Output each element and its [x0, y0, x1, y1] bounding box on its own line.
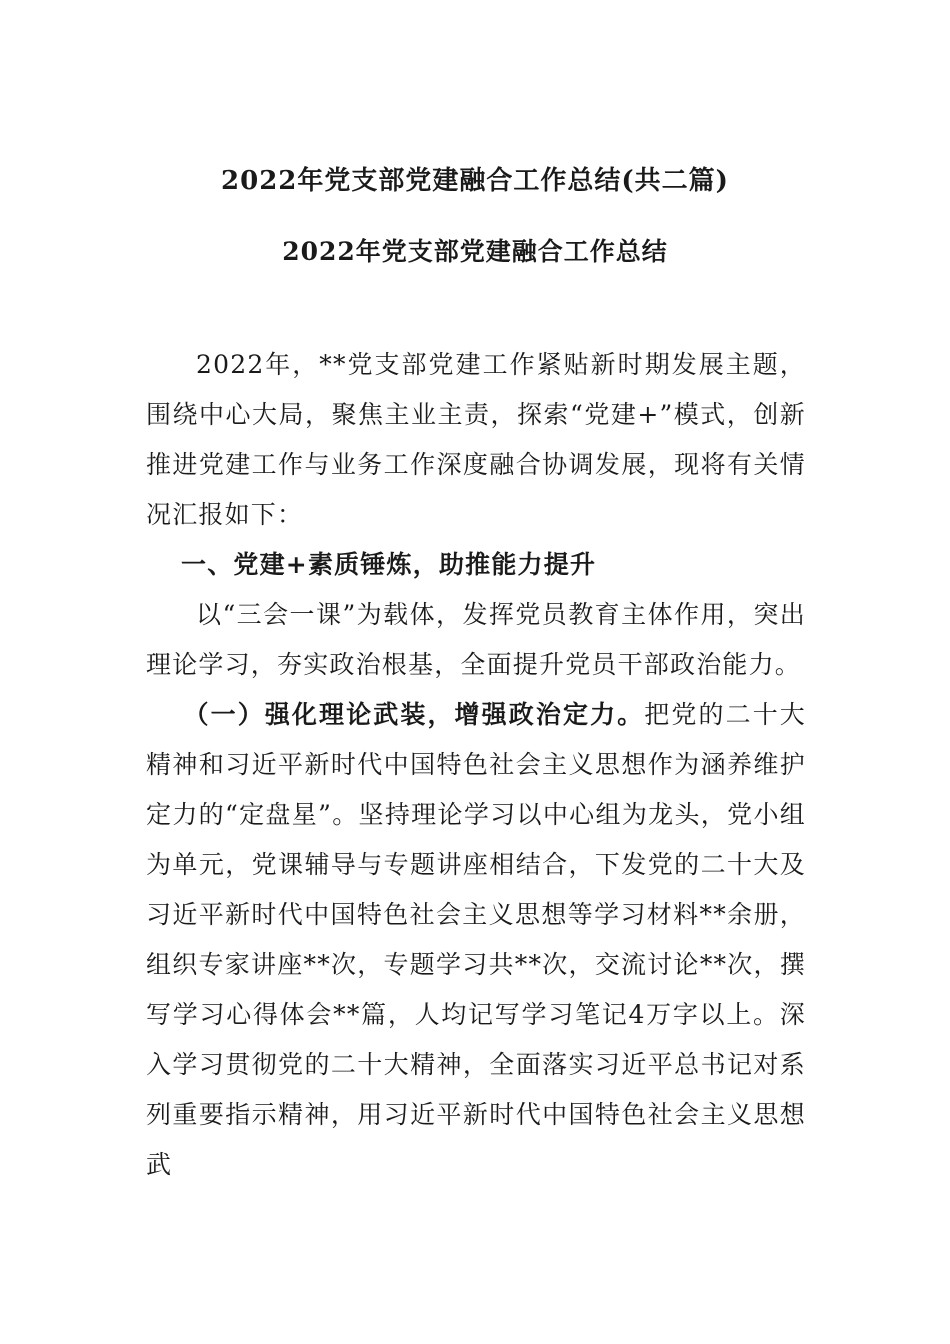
section-heading-1: 一、党建+素质锤炼，助推能力提升: [181, 550, 597, 579]
subsection-text-1: 把党的二十大精神和习近平新时代中国特色社会主义思想作为涵养维护定力的“定盘星”。坚持理论学习以中心组为龙头，党小组为单元，党课辅导与专题讲座相结合，下发党的二十大及习近平新时代中国特色社会主义思想等学习材料**余册，组织专家讲座**次，专题学习共**次，交流讨论**次，撰写学习心得体会**篇，人均记写学习笔记4万字以上。深入学习贯彻党的二十大精神，全面落实习近平总书记对系列重要指示精神，用习近平新时代中国特色社会主义思想武: [146, 700, 807, 1179]
document-subtitle: 2022年党支部党建融合工作总结: [282, 237, 668, 266]
subsection-paragraph-1: [146, 690, 806, 1190]
document-title: 2022年党支部党建融合工作总结(共二篇): [221, 166, 729, 196]
intro-paragraph: 2022年，**党支部党建工作紧贴新时期发展主题，围绕中心大局，聚焦主业主责，探索“党建+”模式，创新推进党建工作与业务工作深度融合协调发展，现将有关情况汇报如下：: [146, 350, 806, 529]
subsection-lead-1: （一）强化理论武装，增强政治定力。: [183, 700, 645, 729]
section-paragraph-1: 以“三会一课”为载体，发挥党员教育主体作用，突出理论学习，夯实政治根基，全面提升党员干部政治能力。: [146, 600, 806, 679]
document-body: [146, 340, 806, 1190]
